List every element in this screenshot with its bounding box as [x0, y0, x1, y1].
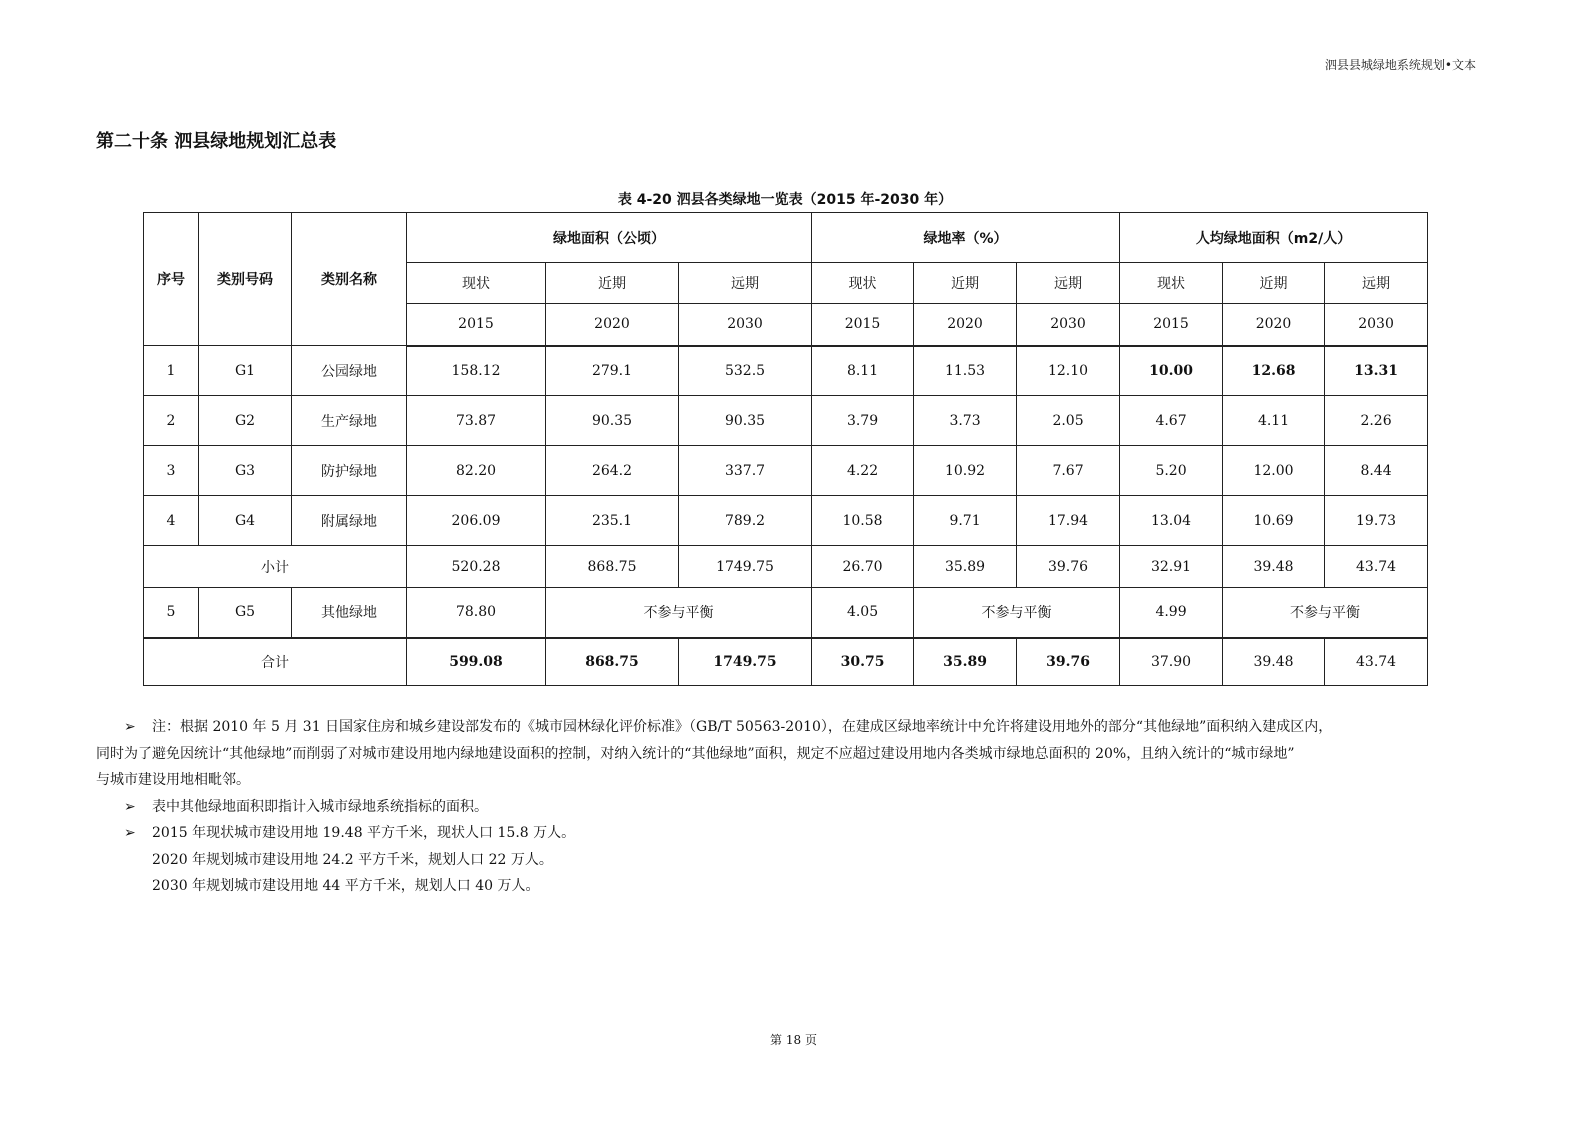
- phase-header: 远期: [1017, 263, 1120, 304]
- subtotal-row: [144, 546, 1428, 588]
- total-per-capita: 39.48: [1223, 638, 1325, 686]
- cell-area: 337.7: [679, 446, 812, 496]
- note-paragraph: [96, 714, 1436, 741]
- cell-per-capita: 13.04: [1120, 496, 1223, 546]
- cell-no: 1: [144, 346, 199, 396]
- subtotal-rate: 35.89: [914, 546, 1017, 588]
- page-number: 第 18 页: [770, 1033, 817, 1047]
- group-header-area: 绿地面积（公顷）: [407, 213, 812, 263]
- subtotal-label: 小计: [144, 546, 407, 588]
- note-paragraph: [96, 741, 1436, 768]
- subtotal-area: 520.28: [407, 546, 546, 588]
- cell-rate: 3.73: [914, 396, 1017, 446]
- cell-area: 532.5: [679, 346, 812, 396]
- note-paragraph: [96, 820, 1436, 847]
- cell-area: 78.80: [407, 588, 546, 638]
- cell-area: 90.35: [546, 396, 679, 446]
- cell-name: 防护绿地: [292, 446, 407, 496]
- phase-header: 现状: [812, 263, 914, 304]
- notes-section: [96, 714, 1436, 900]
- phase-header: 现状: [407, 263, 546, 304]
- cell-name: 公园绿地: [292, 346, 407, 396]
- bullet-arrow-icon: ➢: [124, 719, 136, 735]
- phase-header: 现状: [1120, 263, 1223, 304]
- bullet-arrow-icon: ➢: [124, 798, 136, 815]
- table-row: [144, 446, 1428, 496]
- cell-code: G2: [199, 396, 292, 446]
- subtotal-per-capita: 43.74: [1325, 546, 1428, 588]
- note-text: 2020 年规划城市建设用地 24.2 平方千米，规划人口 22 万人。: [152, 851, 553, 868]
- total-row: [144, 638, 1428, 686]
- table-row: [144, 346, 1428, 396]
- cell-rate: 4.05: [812, 588, 914, 638]
- table-row: [144, 396, 1428, 446]
- year-header: 2030: [1017, 304, 1120, 346]
- cell-per-capita: 4.67: [1120, 396, 1223, 446]
- year-header: 2020: [914, 304, 1017, 346]
- subtotal-rate: 26.70: [812, 546, 914, 588]
- cell-no: 3: [144, 446, 199, 496]
- cell-rate: 10.92: [914, 446, 1017, 496]
- cell-name: 其他绿地: [292, 588, 407, 638]
- total-area: 868.75: [546, 638, 679, 686]
- cell-area: 73.87: [407, 396, 546, 446]
- note-text: 2015 年现状城市建设用地 19.48 平方千米，现状人口 15.8 万人。: [152, 825, 576, 841]
- table-header-row-groups: [144, 213, 1428, 263]
- cell-code: G5: [199, 588, 292, 638]
- cell-per-capita: 2.26: [1325, 396, 1428, 446]
- cell-name: 附属绿地: [292, 496, 407, 546]
- not-balanced-note: 不参与平衡: [914, 588, 1120, 638]
- year-header: 2015: [1120, 304, 1223, 346]
- note-text: 2030 年规划城市建设用地 44 平方千米，规划人口 40 万人。: [152, 878, 540, 894]
- not-balanced-note: 不参与平衡: [1223, 588, 1428, 638]
- cell-area: 264.2: [546, 446, 679, 496]
- cell-rate: 3.79: [812, 396, 914, 446]
- subtotal-area: 868.75: [546, 546, 679, 588]
- cell-name: 生产绿地: [292, 396, 407, 446]
- cell-per-capita: 19.73: [1325, 496, 1428, 546]
- cell-area: 90.35: [679, 396, 812, 446]
- total-rate: 30.75: [812, 638, 914, 686]
- other-green-row: [144, 588, 1428, 638]
- cell-per-capita: 13.31: [1325, 346, 1428, 396]
- cell-rate: 10.58: [812, 496, 914, 546]
- note-text: 与城市建设用地相毗邻。: [96, 772, 250, 788]
- cell-per-capita: 4.99: [1120, 588, 1223, 638]
- note-paragraph: [96, 847, 1436, 874]
- note-paragraph: [96, 794, 1436, 821]
- green-space-summary-table: [143, 212, 1428, 686]
- cell-rate: 9.71: [914, 496, 1017, 546]
- cell-rate: 4.22: [812, 446, 914, 496]
- cell-per-capita: 12.68: [1223, 346, 1325, 396]
- cell-rate: 12.10: [1017, 346, 1120, 396]
- cell-rate: 11.53: [914, 346, 1017, 396]
- phase-header: 近期: [914, 263, 1017, 304]
- total-area: 1749.75: [679, 638, 812, 686]
- phase-header: 近期: [546, 263, 679, 304]
- year-header: 2030: [1325, 304, 1428, 346]
- cell-area: 82.20: [407, 446, 546, 496]
- year-header: 2020: [1223, 304, 1325, 346]
- cell-area: 789.2: [679, 496, 812, 546]
- subtotal-area: 1749.75: [679, 546, 812, 588]
- cell-per-capita: 10.00: [1120, 346, 1223, 396]
- year-header: 2030: [679, 304, 812, 346]
- cell-no: 2: [144, 396, 199, 446]
- phase-header: 远期: [679, 263, 812, 304]
- cell-area: 235.1: [546, 496, 679, 546]
- cell-code: G1: [199, 346, 292, 396]
- cell-rate: 2.05: [1017, 396, 1120, 446]
- total-rate: 39.76: [1017, 638, 1120, 686]
- cell-area: 279.1: [546, 346, 679, 396]
- cell-per-capita: 4.11: [1223, 396, 1325, 446]
- table-row: [144, 496, 1428, 546]
- not-balanced-note: 不参与平衡: [546, 588, 812, 638]
- note-text: 同时为了避免因统计“其他绿地”而削弱了对城市建设用地内绿地建设面积的控制，对纳入统计的“其他绿地”面积，规定不应超过建设用地内各类城市绿地总面积的 20%，且纳入统计的“城市绿地”: [96, 745, 1295, 762]
- year-header: 2020: [546, 304, 679, 346]
- cell-per-capita: 8.44: [1325, 446, 1428, 496]
- total-per-capita: 43.74: [1325, 638, 1428, 686]
- cell-area: 206.09: [407, 496, 546, 546]
- group-header-rate: 绿地率（%）: [812, 213, 1120, 263]
- total-label: 合计: [144, 638, 407, 686]
- total-rate: 35.89: [914, 638, 1017, 686]
- cell-rate: 8.11: [812, 346, 914, 396]
- table-caption: 表 4-20 泗县各类绿地一览表（2015 年-2030 年）: [617, 192, 953, 208]
- cell-code: G3: [199, 446, 292, 496]
- subtotal-per-capita: 32.91: [1120, 546, 1223, 588]
- phase-header: 近期: [1223, 263, 1325, 304]
- note-paragraph: [96, 767, 1436, 794]
- cell-area: 158.12: [407, 346, 546, 396]
- document-header-title: 泗县县城绿地系统规划•文本: [1324, 58, 1476, 72]
- cell-rate: 17.94: [1017, 496, 1120, 546]
- note-text: 注：根据 2010 年 5 月 31 日国家住房和城乡建设部发布的《城市园林绿化评价标准》（GB/T 50563-2010），在建成区绿地率统计中允许将建设用地外的部分“其他绿地”面积纳入建成区内，: [152, 719, 1333, 735]
- cell-rate: 7.67: [1017, 446, 1120, 496]
- phase-header: 远期: [1325, 263, 1428, 304]
- cell-no: 5: [144, 588, 199, 638]
- year-header: 2015: [407, 304, 546, 346]
- group-header-per-capita: 人均绿地面积（m2/人）: [1120, 213, 1428, 263]
- col-header-name: 类别名称: [292, 213, 407, 346]
- section-title: 第二十条 泗县绿地规划汇总表: [96, 131, 337, 152]
- bullet-arrow-icon: ➢: [124, 825, 136, 841]
- year-header: 2015: [812, 304, 914, 346]
- subtotal-rate: 39.76: [1017, 546, 1120, 588]
- subtotal-per-capita: 39.48: [1223, 546, 1325, 588]
- cell-per-capita: 12.00: [1223, 446, 1325, 496]
- cell-per-capita: 5.20: [1120, 446, 1223, 496]
- cell-no: 4: [144, 496, 199, 546]
- cell-code: G4: [199, 496, 292, 546]
- col-header-code: 类别号码: [199, 213, 292, 346]
- note-text: 表中其他绿地面积即指计入城市绿地系统指标的面积。: [152, 798, 488, 815]
- col-header-no: 序号: [144, 213, 199, 346]
- total-per-capita: 37.90: [1120, 638, 1223, 686]
- cell-per-capita: 10.69: [1223, 496, 1325, 546]
- total-area: 599.08: [407, 638, 546, 686]
- note-paragraph: [96, 873, 1436, 900]
